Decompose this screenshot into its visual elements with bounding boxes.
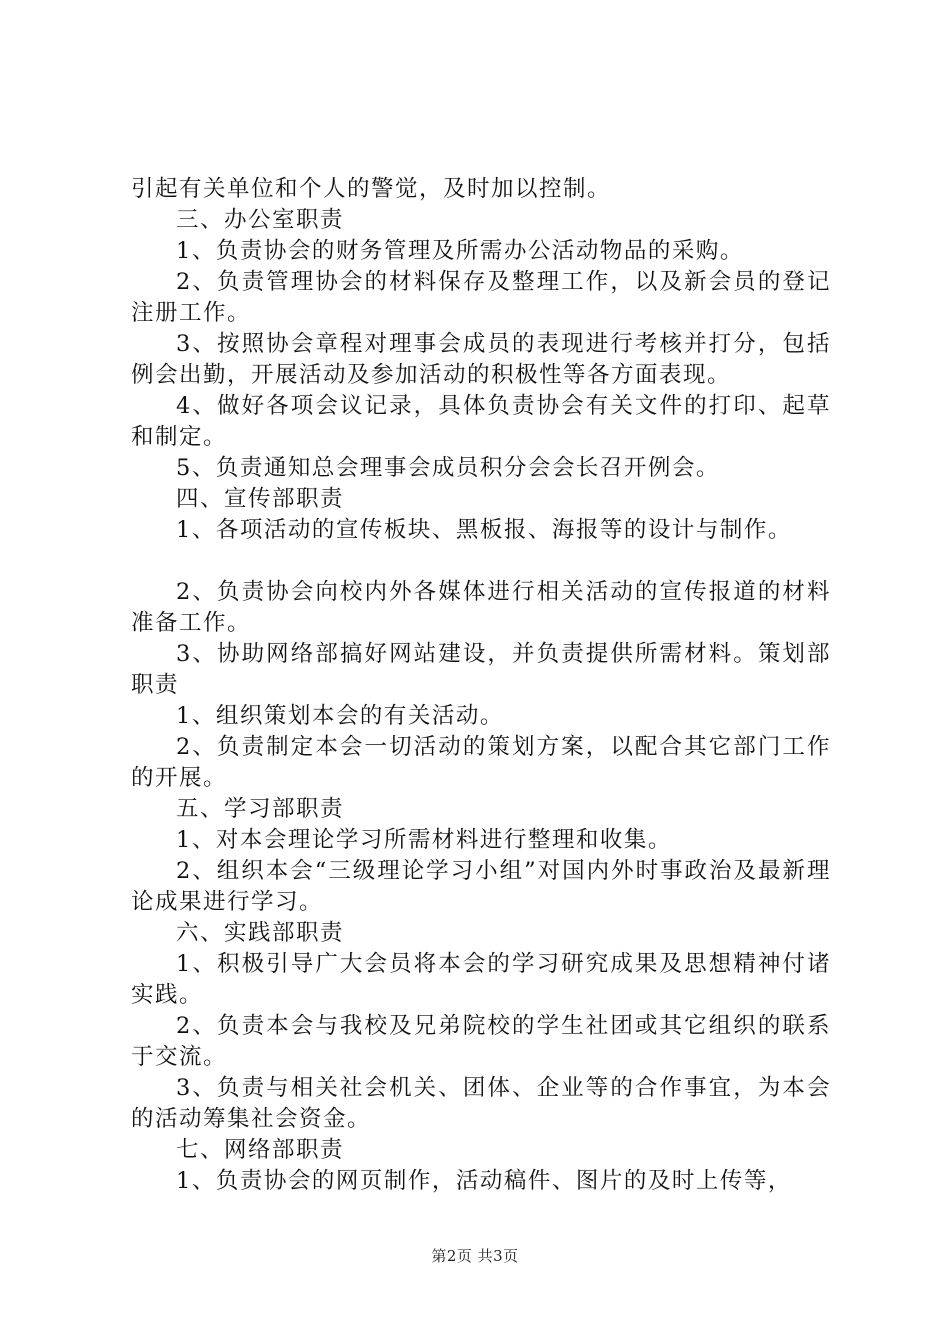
- paragraph: 1、负责协会的财务管理及所需办公活动物品的采购。: [176, 238, 744, 264]
- paragraph: 三、办公室职责: [176, 207, 345, 233]
- paragraph: 3、协助网络部搞好网站建设，并负责提供所需材料。策划部职责: [131, 641, 831, 698]
- paragraph: 1、积极引导广大会员将本会的学习研究成果及思想精神付诸实践。: [131, 951, 831, 1008]
- document-body: [131, 174, 831, 1197]
- paragraph: 六、实践部职责: [176, 920, 345, 946]
- paragraph: 4、做好各项会议记录，具体负责协会有关文件的打印、起草和制定。: [131, 393, 831, 450]
- paragraph: 引起有关单位和个人的警觉，及时加以控制。: [131, 176, 612, 202]
- paragraph: 1、对本会理论学习所需材料进行整理和收集。: [176, 827, 672, 853]
- paragraph: 5、负责通知总会理事会成员积分会会长召开例会。: [176, 455, 720, 481]
- paragraph: 2、负责管理协会的材料保存及整理工作，以及新会员的登记注册工作。: [131, 269, 831, 326]
- paragraph: 2、负责制定本会一切活动的策划方案，以配合其它部门工作的开展。: [131, 734, 831, 791]
- paragraph: 3、负责与相关社会机关、团体、企业等的合作事宜，为本会的活动筹集社会资金。: [131, 1075, 831, 1132]
- paragraph: 1、组织策划本会的有关活动。: [176, 703, 504, 729]
- paragraph: 1、各项活动的宣传板块、黑板报、海报等的设计与制作。: [176, 517, 792, 543]
- paragraph: 2、组织本会“三级理论学习小组”对国内外时事政治及最新理论成果进行学习。: [131, 858, 831, 915]
- paragraph: 1、负责协会的网页制作，活动稿件、图片的及时上传等，: [176, 1168, 792, 1194]
- paragraph: 2、负责本会与我校及兄弟院校的学生社团或其它组织的联系于交流。: [131, 1013, 831, 1070]
- page-footer: 第2页 共3页: [431, 1247, 519, 1265]
- paragraph: 七、网络部职责: [176, 1137, 345, 1163]
- paragraph: 2、负责协会向校内外各媒体进行相关活动的宣传报道的材料准备工作。: [131, 579, 831, 636]
- paragraph: 3、按照协会章程对理事会成员的表现进行考核并打分，包括例会出勤，开展活动及参加活动的积极性等各方面表现。: [131, 331, 831, 388]
- paragraph: 四、宣传部职责: [176, 486, 345, 512]
- paragraph: 五、学习部职责: [176, 796, 345, 822]
